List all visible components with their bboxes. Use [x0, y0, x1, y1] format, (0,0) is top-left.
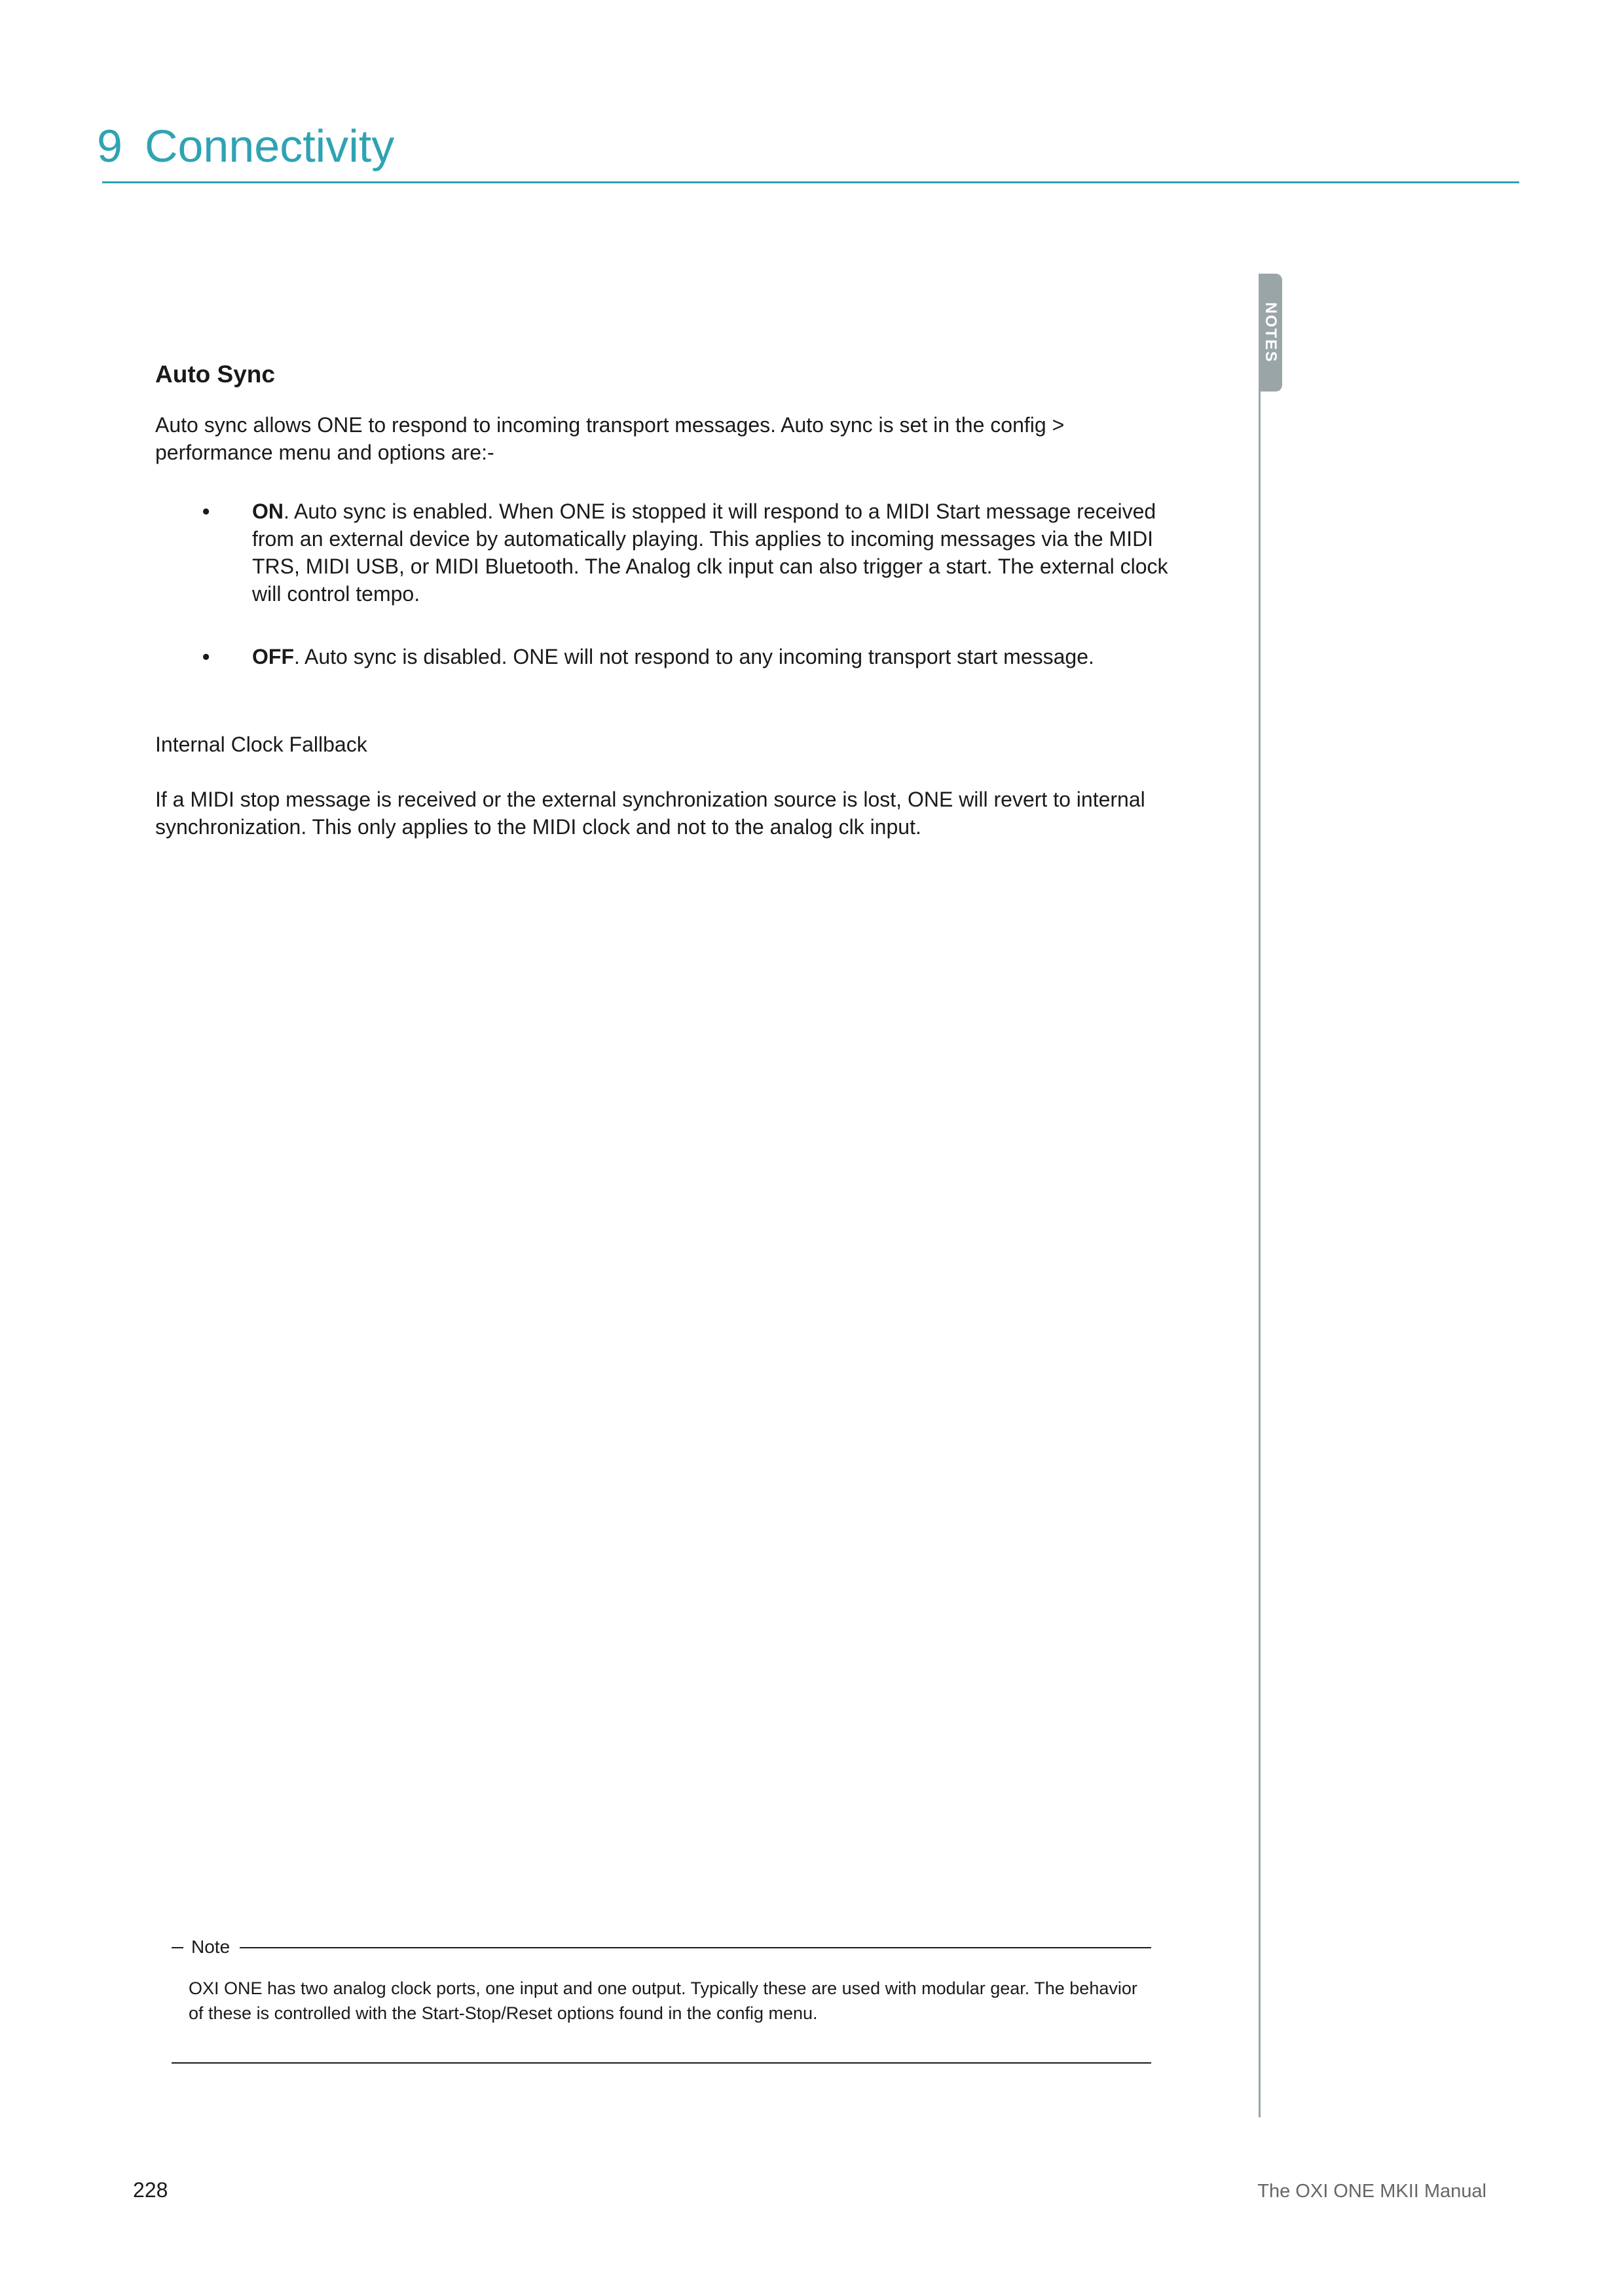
- note-box: [172, 1930, 1151, 2068]
- note-rule-bottom: [172, 2062, 1151, 2064]
- intro-paragraph: Auto sync allows ONE to respond to incoming transport messages. Auto sync is set in the config > performance menu and options are:-: [155, 413, 1065, 464]
- bullet-description: . Auto sync is disabled. ONE will not respond to any incoming transport start message.: [293, 645, 1094, 668]
- bullet-term: OFF: [252, 645, 294, 668]
- notes-margin-line: [1259, 392, 1261, 2117]
- bullet-marker: •: [202, 645, 210, 668]
- bullet-text: [252, 498, 1182, 608]
- manual-title: The OXI ONE MKII Manual: [1257, 2181, 1486, 2202]
- bullet-text: [252, 643, 1182, 670]
- chapter-title: [97, 117, 394, 175]
- chapter-number: 9: [97, 120, 122, 172]
- page-number: 228: [133, 2178, 168, 2202]
- section-heading: Auto Sync: [155, 361, 275, 388]
- note-rule-top: [240, 1947, 1151, 1948]
- notes-tab: [1259, 274, 1282, 392]
- bullet-marker: •: [202, 500, 210, 523]
- chapter-divider: [102, 181, 1519, 183]
- fallback-paragraph: If a MIDI stop message is received or the external synchronization source is lost, ONE will revert to internal synchronization. This only applies to the MIDI clock and not to the analog clk input.: [155, 788, 1145, 839]
- chapter-name: Connectivity: [144, 120, 395, 172]
- bullet-description: . Auto sync is enabled. When ONE is stopped it will respond to a MIDI Start message received from an external device by automatically playing. This applies to incoming messages via the MIDI TRS, MIDI USB, or MIDI Bluetooth. The Analog clk input can also trigger a start. The external clock will control tempo.: [252, 500, 1168, 606]
- note-text: OXI ONE has two analog clock ports, one input and one output. Typically these are used with modular gear. The behavior of these is controlled with the Start-Stop/Reset options found in the config menu.: [189, 1978, 1137, 2023]
- subheading: Internal Clock Fallback: [155, 733, 367, 756]
- bullet-term: ON: [252, 500, 284, 523]
- note-label: Note: [191, 1937, 231, 1957]
- note-rule-left: [172, 1947, 183, 1948]
- notes-tab-label: NOTES: [1262, 302, 1280, 363]
